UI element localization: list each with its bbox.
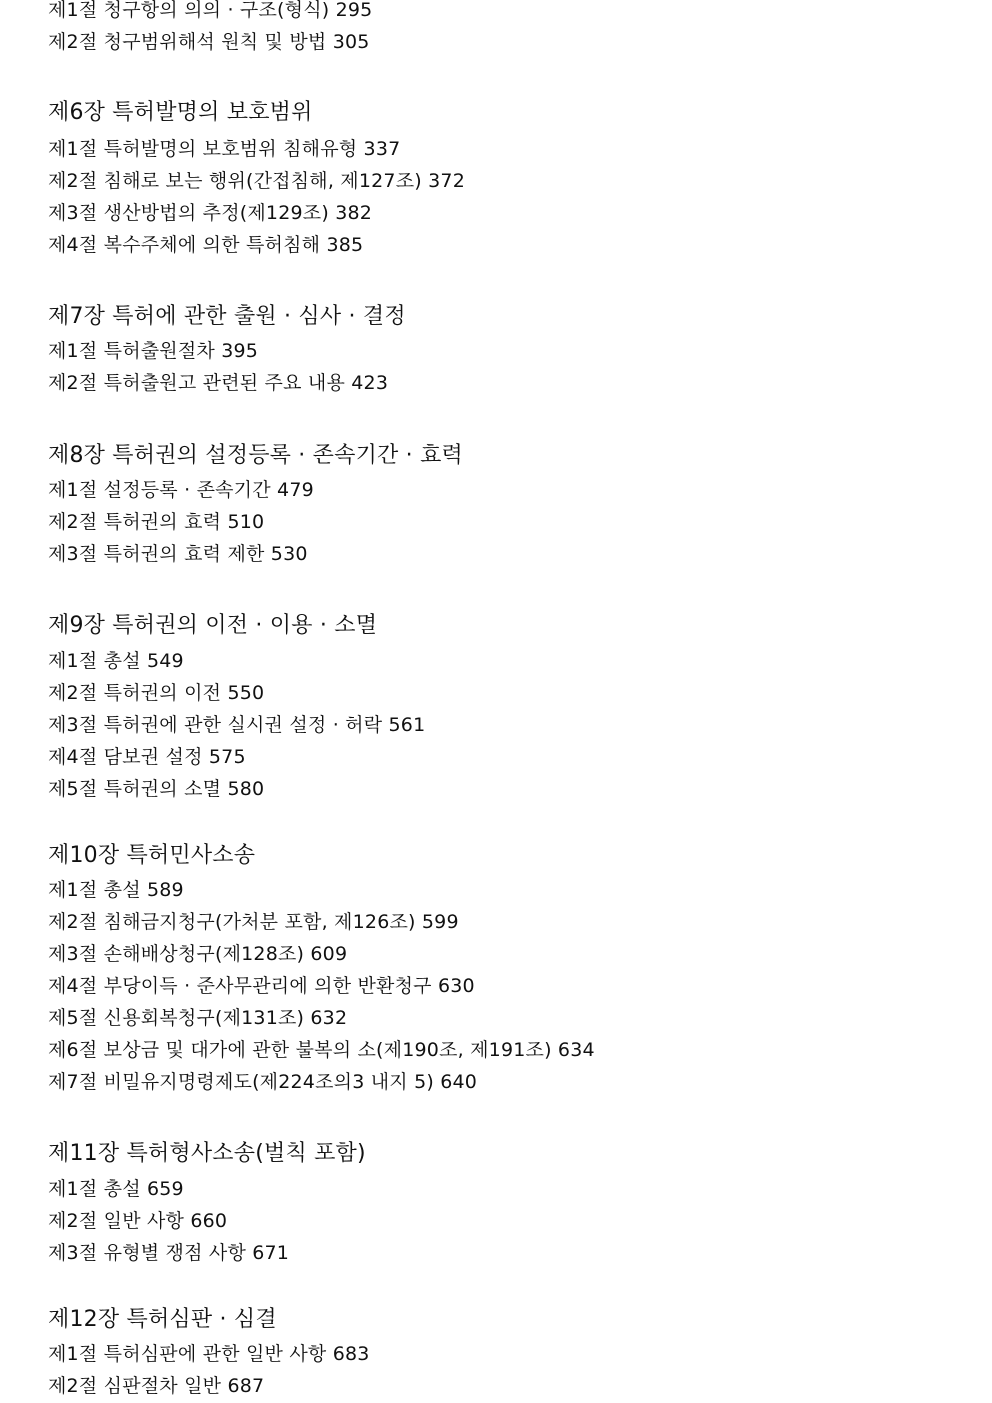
toc-section: 제4절 부당이득 · 준사무관리에 의한 반환청구 630 (48, 975, 475, 997)
toc-section: 제3절 특허권에 관한 실시권 설정 · 허락 561 (48, 714, 426, 736)
toc-section: 제5절 신용회복청구(제131조) 632 (48, 1007, 348, 1029)
toc-section: 제3절 손해배상청구(제128조) 609 (48, 943, 348, 965)
toc-section: 제7절 비밀유지명령제도(제224조의3 내지 5) 640 (48, 1071, 478, 1093)
toc-section: 제1절 특허출원절차 395 (48, 340, 259, 362)
toc-section: 제6절 보상금 및 대가에 관한 불복의 소(제190조, 제191조) 634 (48, 1039, 595, 1061)
toc-section: 제2절 특허권의 효력 510 (48, 511, 265, 533)
toc-section: 제2절 심판절차 일반 687 (48, 1375, 265, 1397)
toc-section: 제1절 특허발명의 보호범위 침해유형 337 (48, 138, 401, 160)
toc-section: 제2절 일반 사항 660 (48, 1210, 228, 1232)
toc-chapter: 제8장 특허권의 설정등록 · 존속기간 · 효력 (48, 443, 463, 468)
toc-section: 제2절 특허권의 이전 550 (48, 682, 265, 704)
toc-chapter: 제11장 특허형사소송(벌칙 포함) (48, 1141, 366, 1166)
toc-section: 제1절 총설 549 (48, 650, 184, 672)
toc-section: 제1절 총설 589 (48, 879, 184, 901)
toc-section: 제5절 특허권의 소멸 580 (48, 778, 265, 800)
toc-chapter: 제12장 특허심판 · 심결 (48, 1307, 277, 1332)
toc-section: 제1절 총설 659 (48, 1178, 184, 1200)
toc-section: 제4절 복수주체에 의한 특허침해 385 (48, 234, 364, 256)
toc-section: 제2절 청구범위해석 원칙 및 방법 305 (48, 31, 370, 53)
toc-section: 제2절 침해로 보는 행위(간접침해, 제127조) 372 (48, 170, 465, 192)
toc-section: 제2절 특허출원고 관련된 주요 내용 423 (48, 372, 389, 394)
toc-chapter: 제7장 특허에 관한 출원 · 심사 · 결정 (48, 304, 406, 329)
toc-section: 제1절 설정등록 · 존속기간 479 (48, 479, 314, 501)
toc-section: 제1절 특허심판에 관한 일반 사항 683 (48, 1343, 370, 1365)
toc-section: 제4절 담보권 설정 575 (48, 746, 246, 768)
toc-section: 제3절 생산방법의 추정(제129조) 382 (48, 202, 373, 224)
toc-chapter: 제9장 특허권의 이전 · 이용 · 소멸 (48, 613, 378, 638)
toc-section: 제3절 유형별 쟁점 사항 671 (48, 1242, 290, 1264)
toc-chapter: 제10장 특허민사소송 (48, 843, 256, 868)
toc-section: 제3절 특허권의 효력 제한 530 (48, 543, 308, 565)
toc-section: 제2절 침해금지청구(가처분 포함, 제126조) 599 (48, 911, 459, 933)
toc-chapter: 제6장 특허발명의 보호범위 (48, 100, 313, 125)
toc-section: 제1절 청구항의 의의 · 구조(형식) 295 (48, 0, 373, 21)
